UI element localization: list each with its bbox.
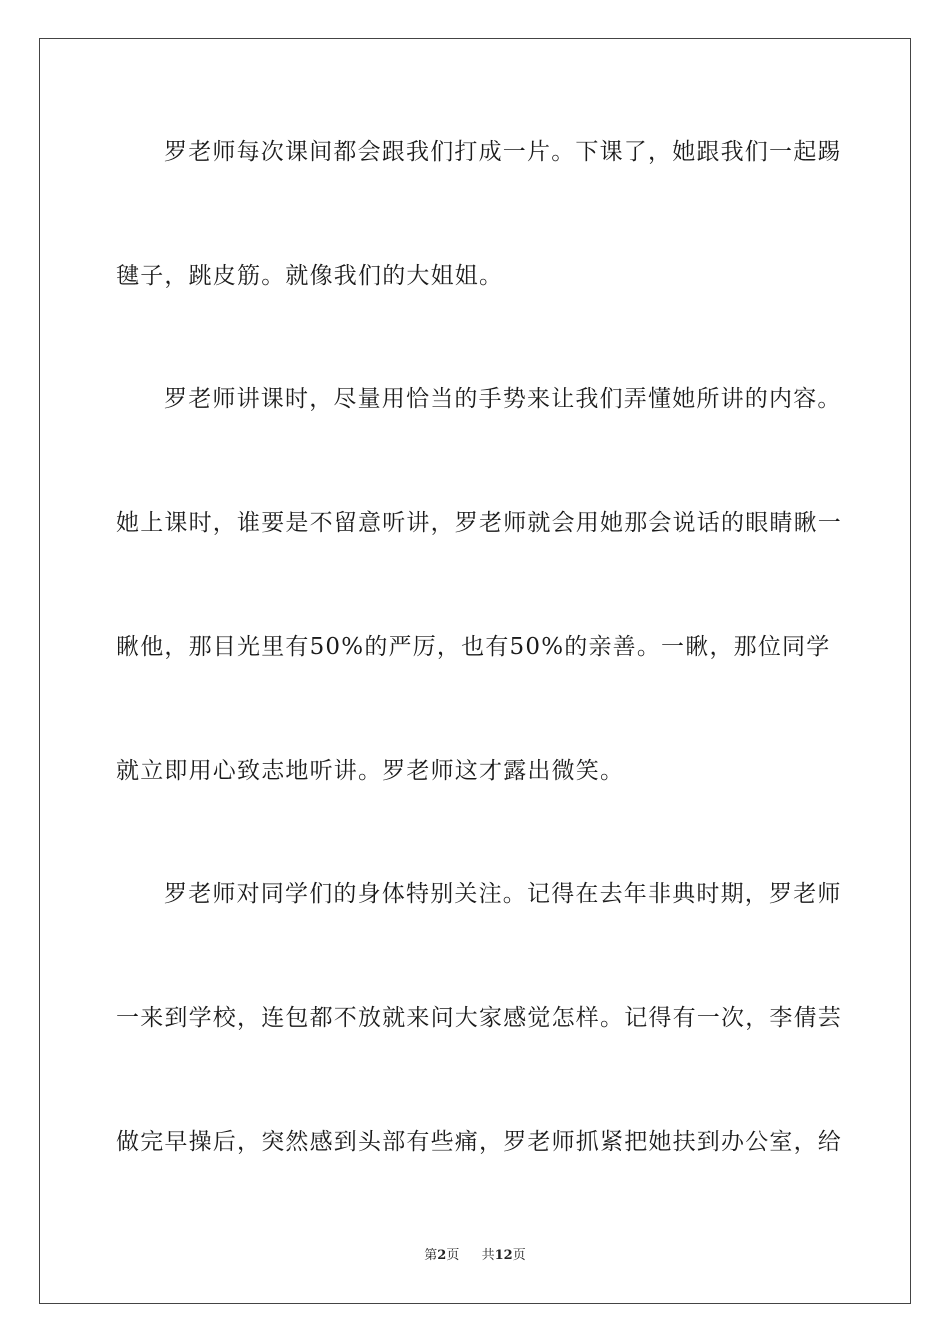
paragraph-1-line-2: 毽子，跳皮筋。就像我们的大姐姐。 <box>116 263 504 289</box>
paragraph-2-line-1: 罗老师讲课时，尽量用恰当的手势来让我们弄懂她所讲的内容。 <box>164 386 842 412</box>
paragraph-3-line-1: 罗老师对同学们的身体特别关注。记得在去年非典时期，罗老师 <box>164 881 842 907</box>
page-frame <box>39 38 911 1304</box>
paragraph-3-line-3: 做完早操后，突然感到头部有些痛，罗老师抓紧把她扶到办公室，给 <box>116 1129 842 1155</box>
paragraph-2-line-4: 就立即用心致志地听讲。罗老师这才露出微笑。 <box>116 758 625 784</box>
paragraph-1-line-1: 罗老师每次课间都会跟我们打成一片。下课了，她跟我们一起踢 <box>164 139 842 165</box>
page-prefix: 第 <box>424 1248 438 1263</box>
page-suffix: 页 <box>446 1248 460 1263</box>
page-number-label <box>424 1248 459 1264</box>
total-prefix: 共 <box>481 1248 495 1263</box>
paragraph-3-line-2: 一来到学校，连包都不放就来问大家感觉怎样。记得有一次，李倩芸 <box>116 1005 842 1031</box>
current-page-number: 2 <box>437 1248 447 1263</box>
paragraph-2-line-2: 她上课时，谁要是不留意听讲，罗老师就会用她那会说话的眼睛瞅一 <box>116 510 842 536</box>
paragraph-2-line-3: 瞅他，那目光里有50%的严厉，也有50%的亲善。一瞅，那位同学 <box>116 634 831 660</box>
total-page-count: 12 <box>494 1248 513 1263</box>
page-footer <box>0 1248 950 1264</box>
page-total-label <box>482 1248 526 1264</box>
total-suffix: 页 <box>512 1248 526 1263</box>
